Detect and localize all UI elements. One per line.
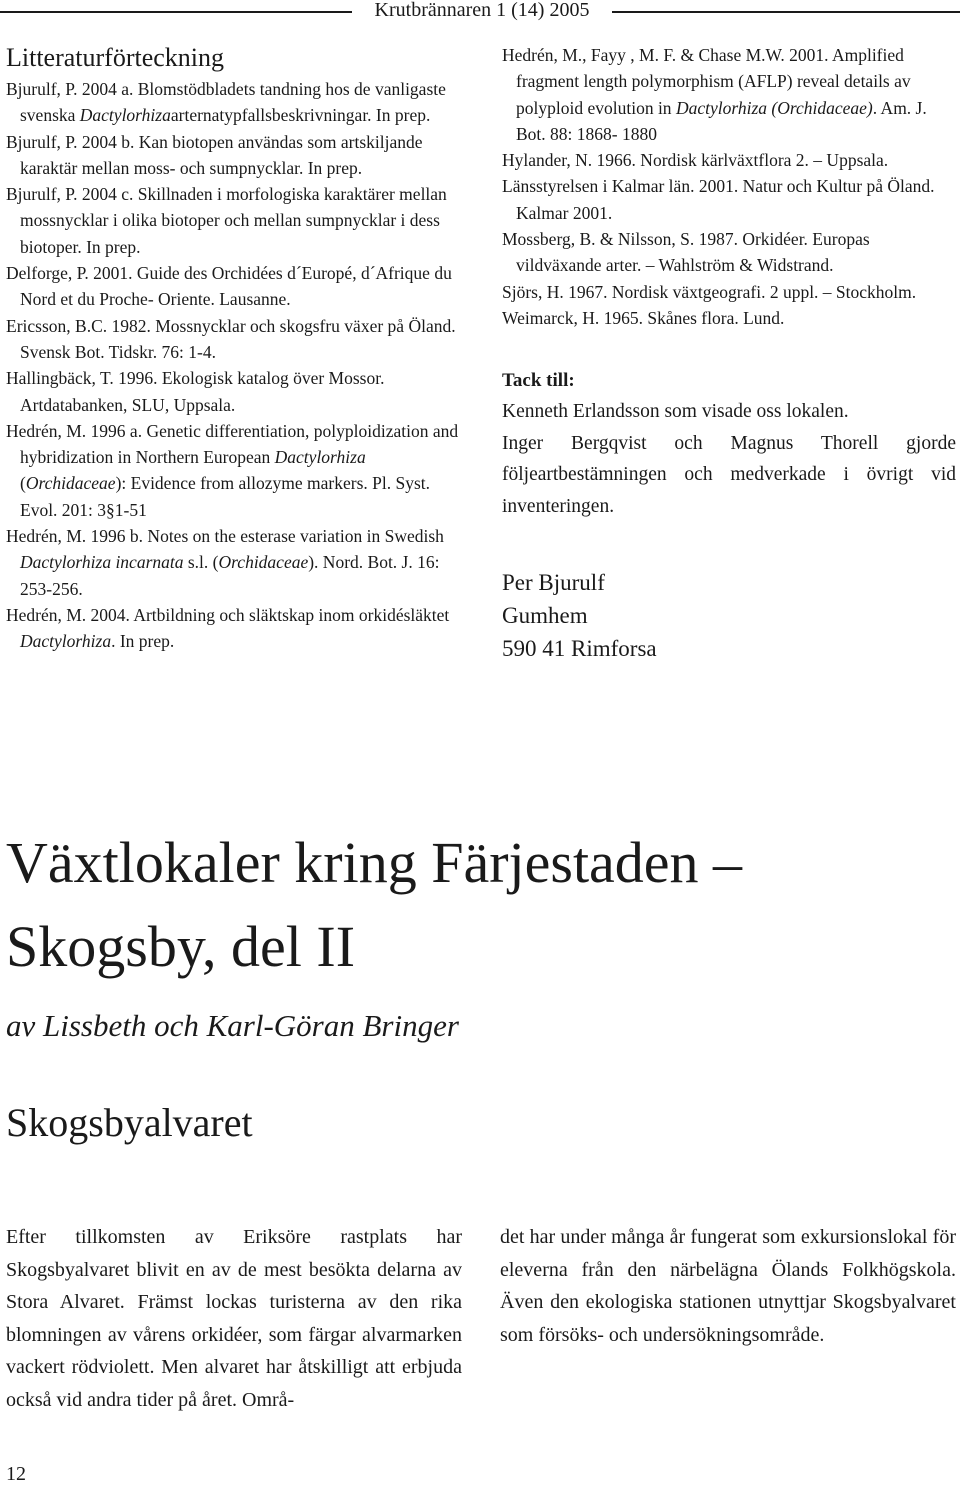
acknowledgements-title: Tack till: xyxy=(502,370,575,392)
reference-text: . In prep. xyxy=(111,631,175,652)
reference-text: Länsstyrelsen i Kalmar län. 2001. Natur och Kultur på Öland. Kalmar 2001. xyxy=(502,176,935,223)
article-body-left xyxy=(6,1221,462,1416)
reference-text: Bjurulf, P. 2004 b. Kan biotopen användas som artskiljande karaktär mellan moss- och sumpnycklar. In prep. xyxy=(6,131,423,178)
reference-text: s.l. ( xyxy=(183,552,219,573)
acknowledgement-paragraph: Inger Bergqvist och Magnus Thorell gjorde följeartbestämningen och medverkade i övrigt vid inventeringen. xyxy=(502,432,956,517)
reference-entry xyxy=(502,42,956,147)
reference-italic-text: Orchidaceae xyxy=(218,552,309,573)
references-left-column xyxy=(6,42,460,655)
reference-text: Hallingbäck, T. 1996. Ekologisk katalog över Mossor. Artdatabanken, SLU, Uppsala. xyxy=(6,368,385,415)
reference-text: Weimarck, H. 1965. Skånes flora. Lund. xyxy=(502,307,785,328)
reference-italic-text: Dactylorhiza xyxy=(79,105,171,126)
article-title-line-1: Växtlokaler kring Färjestaden – xyxy=(6,830,743,895)
reference-entry xyxy=(502,173,956,226)
running-title: Krutbrännaren 1 (14) 2005 xyxy=(374,0,590,21)
reference-text: . Am. J. Bot. 88: 1868- 1880 xyxy=(516,97,927,144)
reference-text: Delforge, P. 2001. Guide des Orchidées d´Europé, d´Afrique du Nord et du Proche- Oriente. Lausanne. xyxy=(6,263,452,310)
reference-text: Sjörs, H. 1967. Nordisk växtgeografi. 2 uppl. – Stockholm. xyxy=(502,281,917,302)
author-postal: 590 41 Rimforsa xyxy=(502,636,657,662)
section-heading: Skogsbyalvaret xyxy=(6,1100,253,1145)
reference-text: Mossberg, B. & Nilsson, S. 1987. Orkidéer. Europas vildväxande arter. – Wahlström & Widstrand. xyxy=(502,229,870,276)
reference-entry xyxy=(6,602,460,655)
header-rule-right xyxy=(612,11,960,13)
reference-italic-text: Dactylorhiza xyxy=(20,631,112,652)
reference-text: Ericsson, B.C. 1982. Mossnycklar och skogsfru växer på Öland. Svensk Bot. Tidskr. 76: 1-4. xyxy=(6,315,456,362)
reference-text: ( xyxy=(20,473,26,494)
reference-text: Hedrén, M., Fayy , M. F. & Chase M.W. 2001. Amplified fragment length polymorphism (AFLP) reveal details av polyploid evolution in xyxy=(502,45,911,118)
body-paragraph: det har under många år fungerat som exkursionslokal för eleverna från den närbelägna Ölands Folkhögskola. Även den ekologiska stationen utnyttjar Skogsbyalvaret som försöks- och undersökningsområde. xyxy=(500,1226,956,1346)
reference-entry xyxy=(6,313,460,366)
reference-text: Bjurulf, P. 2004 a. Blomstödbladets tandning hos de vanligaste svenska xyxy=(6,79,446,126)
header-rule-left xyxy=(0,11,352,13)
reference-italic-text: Dactylorhiza (Orchidaceae) xyxy=(675,97,873,118)
reference-text: Hylander, N. 1966. Nordisk kärlväxtflora 2. – Uppsala. xyxy=(502,150,889,171)
reference-entry xyxy=(6,76,460,129)
reference-entry xyxy=(6,129,460,182)
reference-italic-text: Dactylorhiza incarnata xyxy=(20,552,184,573)
reference-entry xyxy=(6,181,460,260)
acknowledgements-text xyxy=(502,396,956,522)
article-title-line-2: Skogsby, del II xyxy=(6,914,356,979)
reference-entry xyxy=(502,305,956,331)
reference-list-right xyxy=(502,42,956,331)
reference-entry xyxy=(6,523,460,602)
acknowledgement-paragraph: Kenneth Erlandsson som visade oss lokalen. xyxy=(502,401,849,423)
reference-text: Hedrén, M. 1996 a. Genetic differentiation, polyploidization and hybridization in Northern European xyxy=(6,420,459,468)
reference-entry xyxy=(6,260,460,313)
reference-text: ): Evidence from allozyme markers. Pl. Syst. Evol. 201: 3§1-51 xyxy=(20,473,430,520)
reference-text: Bjurulf, P. 2004 c. Skillnaden i morfologiska karaktärer mellan mossnycklar i olika biotoper och mellan sumpnycklar i dess biotoper. In prep. xyxy=(6,184,447,257)
reference-list-left xyxy=(6,76,460,655)
reference-text: Hedrén, M. 2004. Artbildning och släktskap inom orkidésläktet xyxy=(6,604,450,625)
reference-entry xyxy=(502,279,956,305)
page-number: 12 xyxy=(6,1463,26,1485)
reference-text: arternatypfallsbeskrivningar. In prep. xyxy=(170,105,431,126)
reference-text: Hedrén, M. 1996 b. Notes on the esterase variation in Swedish xyxy=(6,526,444,547)
author-address xyxy=(502,566,956,665)
references-right-column xyxy=(502,42,956,665)
author-place: Gumhem xyxy=(502,603,588,629)
reference-entry xyxy=(6,418,460,523)
reference-entry xyxy=(6,365,460,418)
references-heading: Litteraturförteckning xyxy=(6,43,225,72)
reference-entry xyxy=(502,147,956,173)
body-paragraph: Efter tillkomsten av Eriksöre rastplats har Skogsbyalvaret blivit en av de mest besökta delarna av Stora Alvaret. Främst lockas turisterna av den rika blomningen av vårens orkidéer, som färgar alvarmarken vackert rödviolett. Men alvaret har åtskilligt att erbjuda också vid andra tider på året. Områ- xyxy=(6,1226,462,1411)
reference-italic-text: Orchidaceae xyxy=(25,473,116,494)
article-body-right xyxy=(500,1221,956,1351)
article-byline: av Lissbeth och Karl-Göran Bringer xyxy=(6,1008,459,1043)
reference-italic-text: Dactylorhiza xyxy=(274,447,366,468)
author-name: Per Bjurulf xyxy=(502,570,605,596)
reference-text: ). Nord. Bot. J. 16: 253-256. xyxy=(20,552,440,599)
reference-entry xyxy=(502,226,956,279)
